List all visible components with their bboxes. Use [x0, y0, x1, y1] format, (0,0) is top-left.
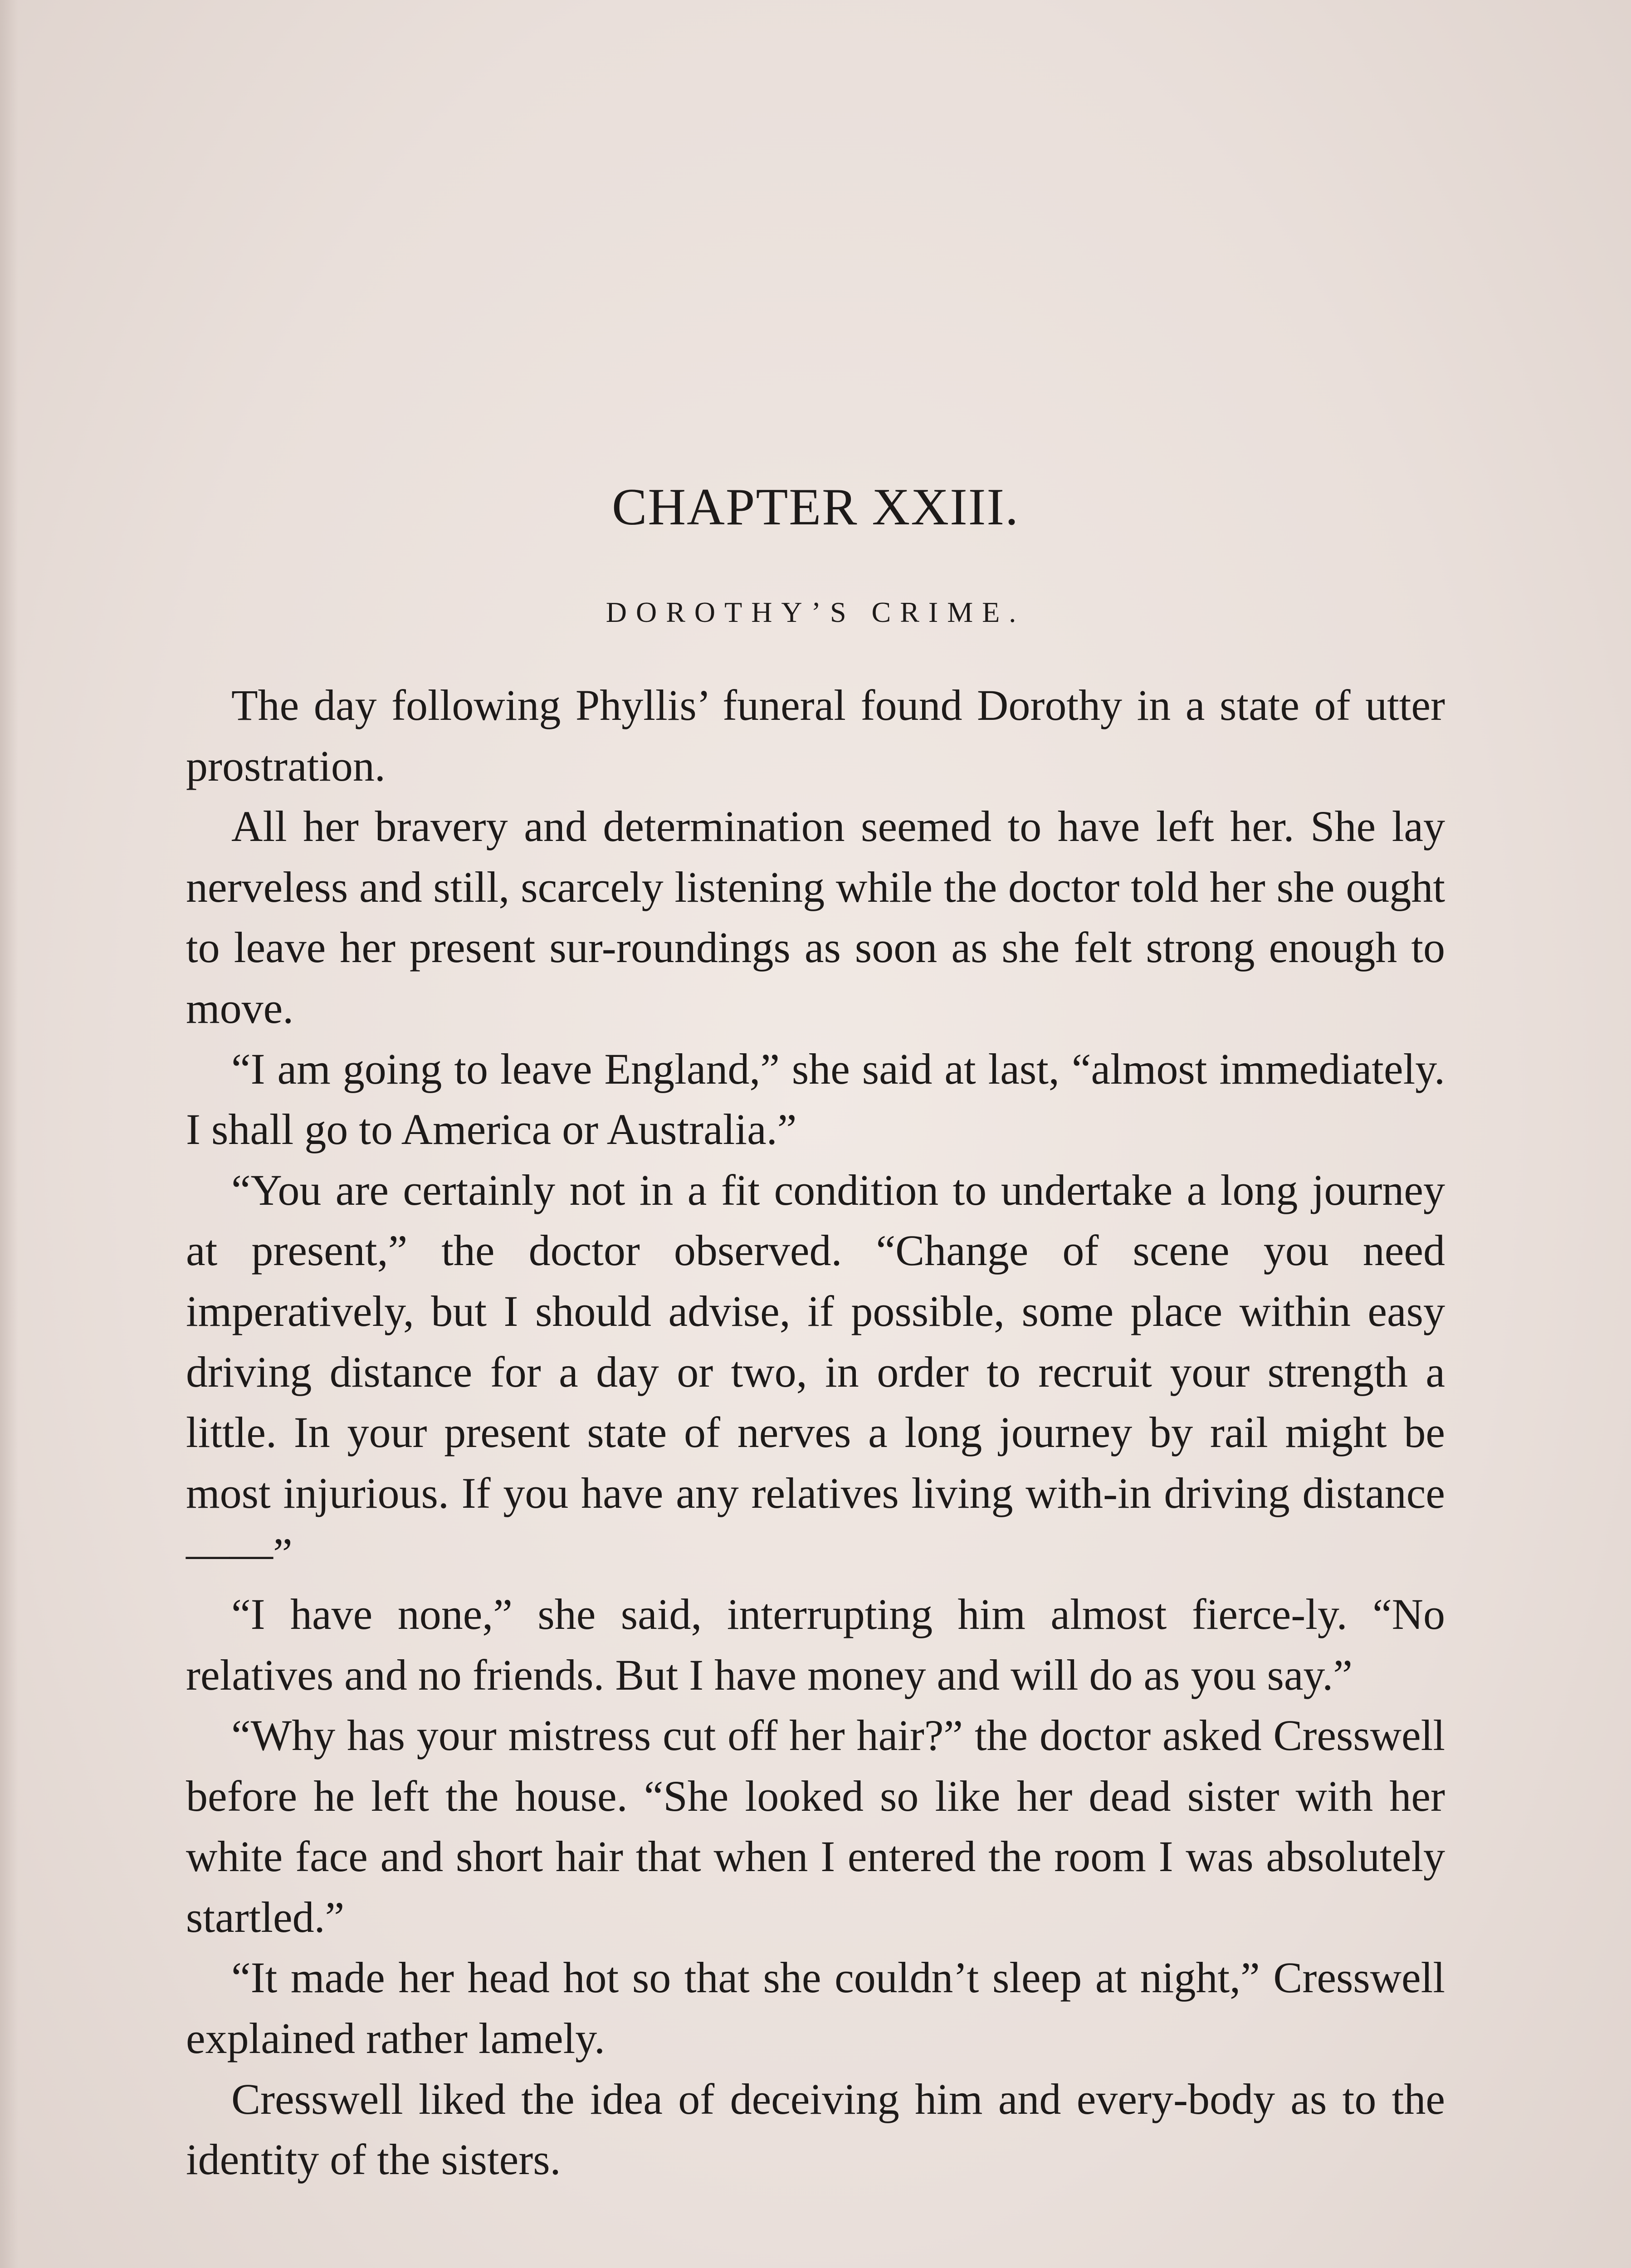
paragraph-4: “You are certainly not in a fit condition to undertake a long journey at present,” the doctor observed. “Change of scene you need imperatively, but I should advise, if possible, some place within easy driving distance for a day or two, in order to recruit your strength a little. In your present state of nerves a long journey by rail might be most injurious. If you have any relatives living with-in driving distance——”	[186, 1165, 1445, 1578]
paragraph-5: “I have none,” she said, interrupting him almost fierce-ly. “No relatives and no friends. But I have money and will do as you say.”	[186, 1589, 1445, 1699]
paragraph-1: The day following Phyllis’ funeral found Dorothy in a state of utter prostration.	[186, 681, 1445, 790]
paragraph-3: “I am going to leave England,” she said at last, “almost immediately. I shall go to America or Australia.”	[186, 1044, 1445, 1154]
paragraph-2: All her bravery and determination seemed to have left her. She lay nerveless and still, scarcely listening while the doctor told her she ought to leave her present sur-roundings as soon as she felt strong enough to move.	[186, 802, 1445, 1032]
body-text	[186, 675, 1445, 2190]
paragraph-6: “Why has your mistress cut off her hair?” the doctor asked Cresswell before he left the house. “She looked so like her dead sister with her white face and short hair that when I entered the room I was absolutely startled.”	[186, 1711, 1445, 1941]
chapter-heading: CHAPTER XXIII.	[612, 478, 1019, 536]
paragraph-8: Cresswell liked the idea of deceiving him and every-body as to the identity of the sisters.	[186, 2074, 1445, 2184]
chapter-subtitle: DOROTHY’S CRIME.	[606, 596, 1025, 628]
page-gutter-shadow	[0, 0, 18, 2268]
paragraph-7: “It made her head hot so that she couldn’t sleep at night,” Cresswell explained rather lamely.	[186, 1953, 1445, 2063]
